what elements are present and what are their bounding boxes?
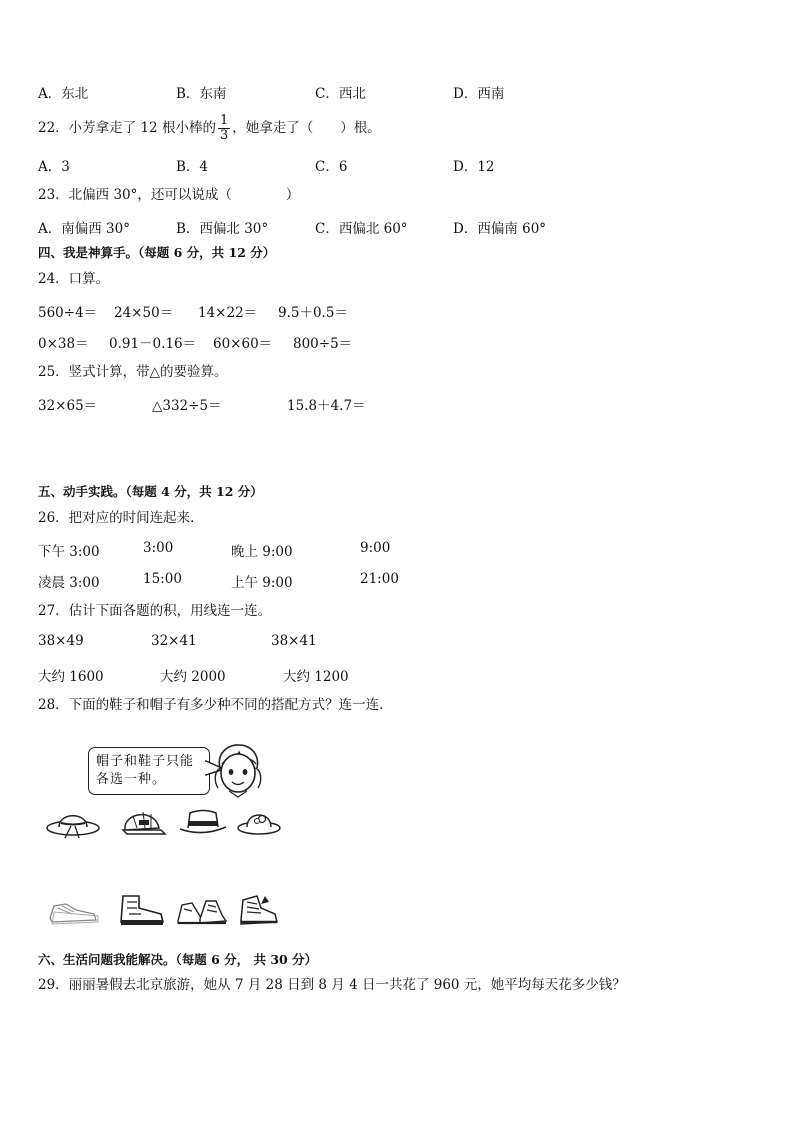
q24-item: 0.91－0.16＝	[109, 336, 197, 352]
q27-item: 38×41	[271, 633, 317, 649]
q24-question: 24．口算。	[38, 271, 110, 287]
fraction-numerator: 1	[219, 113, 229, 128]
q21-option-b: B．东南	[176, 86, 227, 102]
q24-item: 24×50＝	[114, 305, 174, 321]
speech-bubble-text: 帽子和鞋子只能各选一种。	[96, 754, 195, 787]
q27-item: 38×49	[38, 633, 84, 649]
q23-option-b: B．西偏北 30°	[176, 221, 269, 237]
q27-question: 27．估计下面各题的积，用线连一连。	[38, 603, 272, 619]
q26-item: 9:00	[360, 540, 391, 556]
girl-face-icon	[212, 742, 264, 800]
q22-option-c: C．6	[315, 159, 348, 175]
q25-item: △332÷5＝	[152, 398, 222, 414]
q26-item: 凌晨 3:00	[38, 575, 100, 591]
q25-question: 25．竖式计算，带△的要验算。	[38, 364, 228, 380]
q23-option-a: A．南偏西 30°	[38, 221, 130, 237]
q24-item: 560÷4＝	[38, 305, 98, 321]
section-5-heading: 五、动手实践。（每题 4 分，共 12 分）	[38, 484, 263, 499]
q26-item: 3:00	[143, 540, 174, 556]
q23-question: 23．北偏西 30°，还可以说成（ ）	[38, 187, 300, 203]
q22-option-a: A．3	[38, 159, 70, 175]
q23-option-d: D．西偏南 60°	[453, 221, 547, 237]
fedora-hat-icon	[178, 807, 228, 837]
q22-question	[38, 114, 381, 143]
q22-option-d: D．12	[453, 159, 495, 175]
sneaker-icon	[48, 896, 100, 926]
q27-item: 32×41	[151, 633, 197, 649]
q26-item: 上午 9:00	[231, 575, 293, 591]
q26-item: 晚上 9:00	[231, 544, 293, 560]
q24-item: 14×22＝	[198, 305, 258, 321]
fraction	[218, 114, 230, 143]
q24-item: 60×60＝	[213, 336, 273, 352]
q22-text-after: ，她拿走了（ ）根。	[232, 120, 381, 136]
section-6-heading: 六、生活问题我能解决。（每题 6 分， 共 30 分）	[38, 952, 318, 967]
q25-item: 15.8＋4.7＝	[287, 398, 366, 414]
q21-option-d: D．西南	[453, 86, 505, 102]
q22-text-before: 22．小芳拿走了 12 根小棒的	[38, 120, 216, 136]
cap-icon	[119, 806, 167, 838]
boot-icon	[117, 892, 167, 928]
shoes-pair-icon	[176, 895, 228, 927]
q22-option-b: B．4	[176, 159, 209, 175]
q29-question: 29．丽丽暑假去北京旅游，她从 7 月 28 日到 8 月 4 日一共花了 960 元，她平均每天花多少钱？	[38, 977, 626, 993]
section-4-heading: 四、我是神算手。（每题 6 分，共 12 分）	[38, 245, 276, 260]
hat-icon	[45, 806, 101, 840]
q27-item: 大约 1200	[283, 669, 349, 685]
q26-item: 21:00	[360, 571, 399, 587]
q24-item: 9.5＋0.5＝	[278, 305, 348, 321]
q26-item: 15:00	[143, 571, 182, 587]
q24-item: 800÷5＝	[293, 336, 353, 352]
q27-item: 大约 2000	[160, 669, 226, 685]
q21-option-c: C．西北	[315, 86, 366, 102]
q21-option-a: A．东北	[38, 86, 89, 102]
q27-item: 大约 1600	[38, 669, 104, 685]
q24-item: 0×38＝	[38, 336, 89, 352]
q23-option-c: C．西偏北 60°	[315, 221, 408, 237]
q26-question: 26．把对应的时间连起来．	[38, 510, 204, 526]
flower-hat-icon	[236, 807, 282, 837]
q26-item: 下午 3:00	[38, 544, 100, 560]
q28-question: 28．下面的鞋子和帽子有多少种不同的搭配方式？连一连．	[38, 697, 393, 713]
fraction-denominator: 3	[219, 128, 229, 143]
hiking-boot-icon	[235, 892, 281, 928]
q25-item: 32×65＝	[38, 398, 98, 414]
